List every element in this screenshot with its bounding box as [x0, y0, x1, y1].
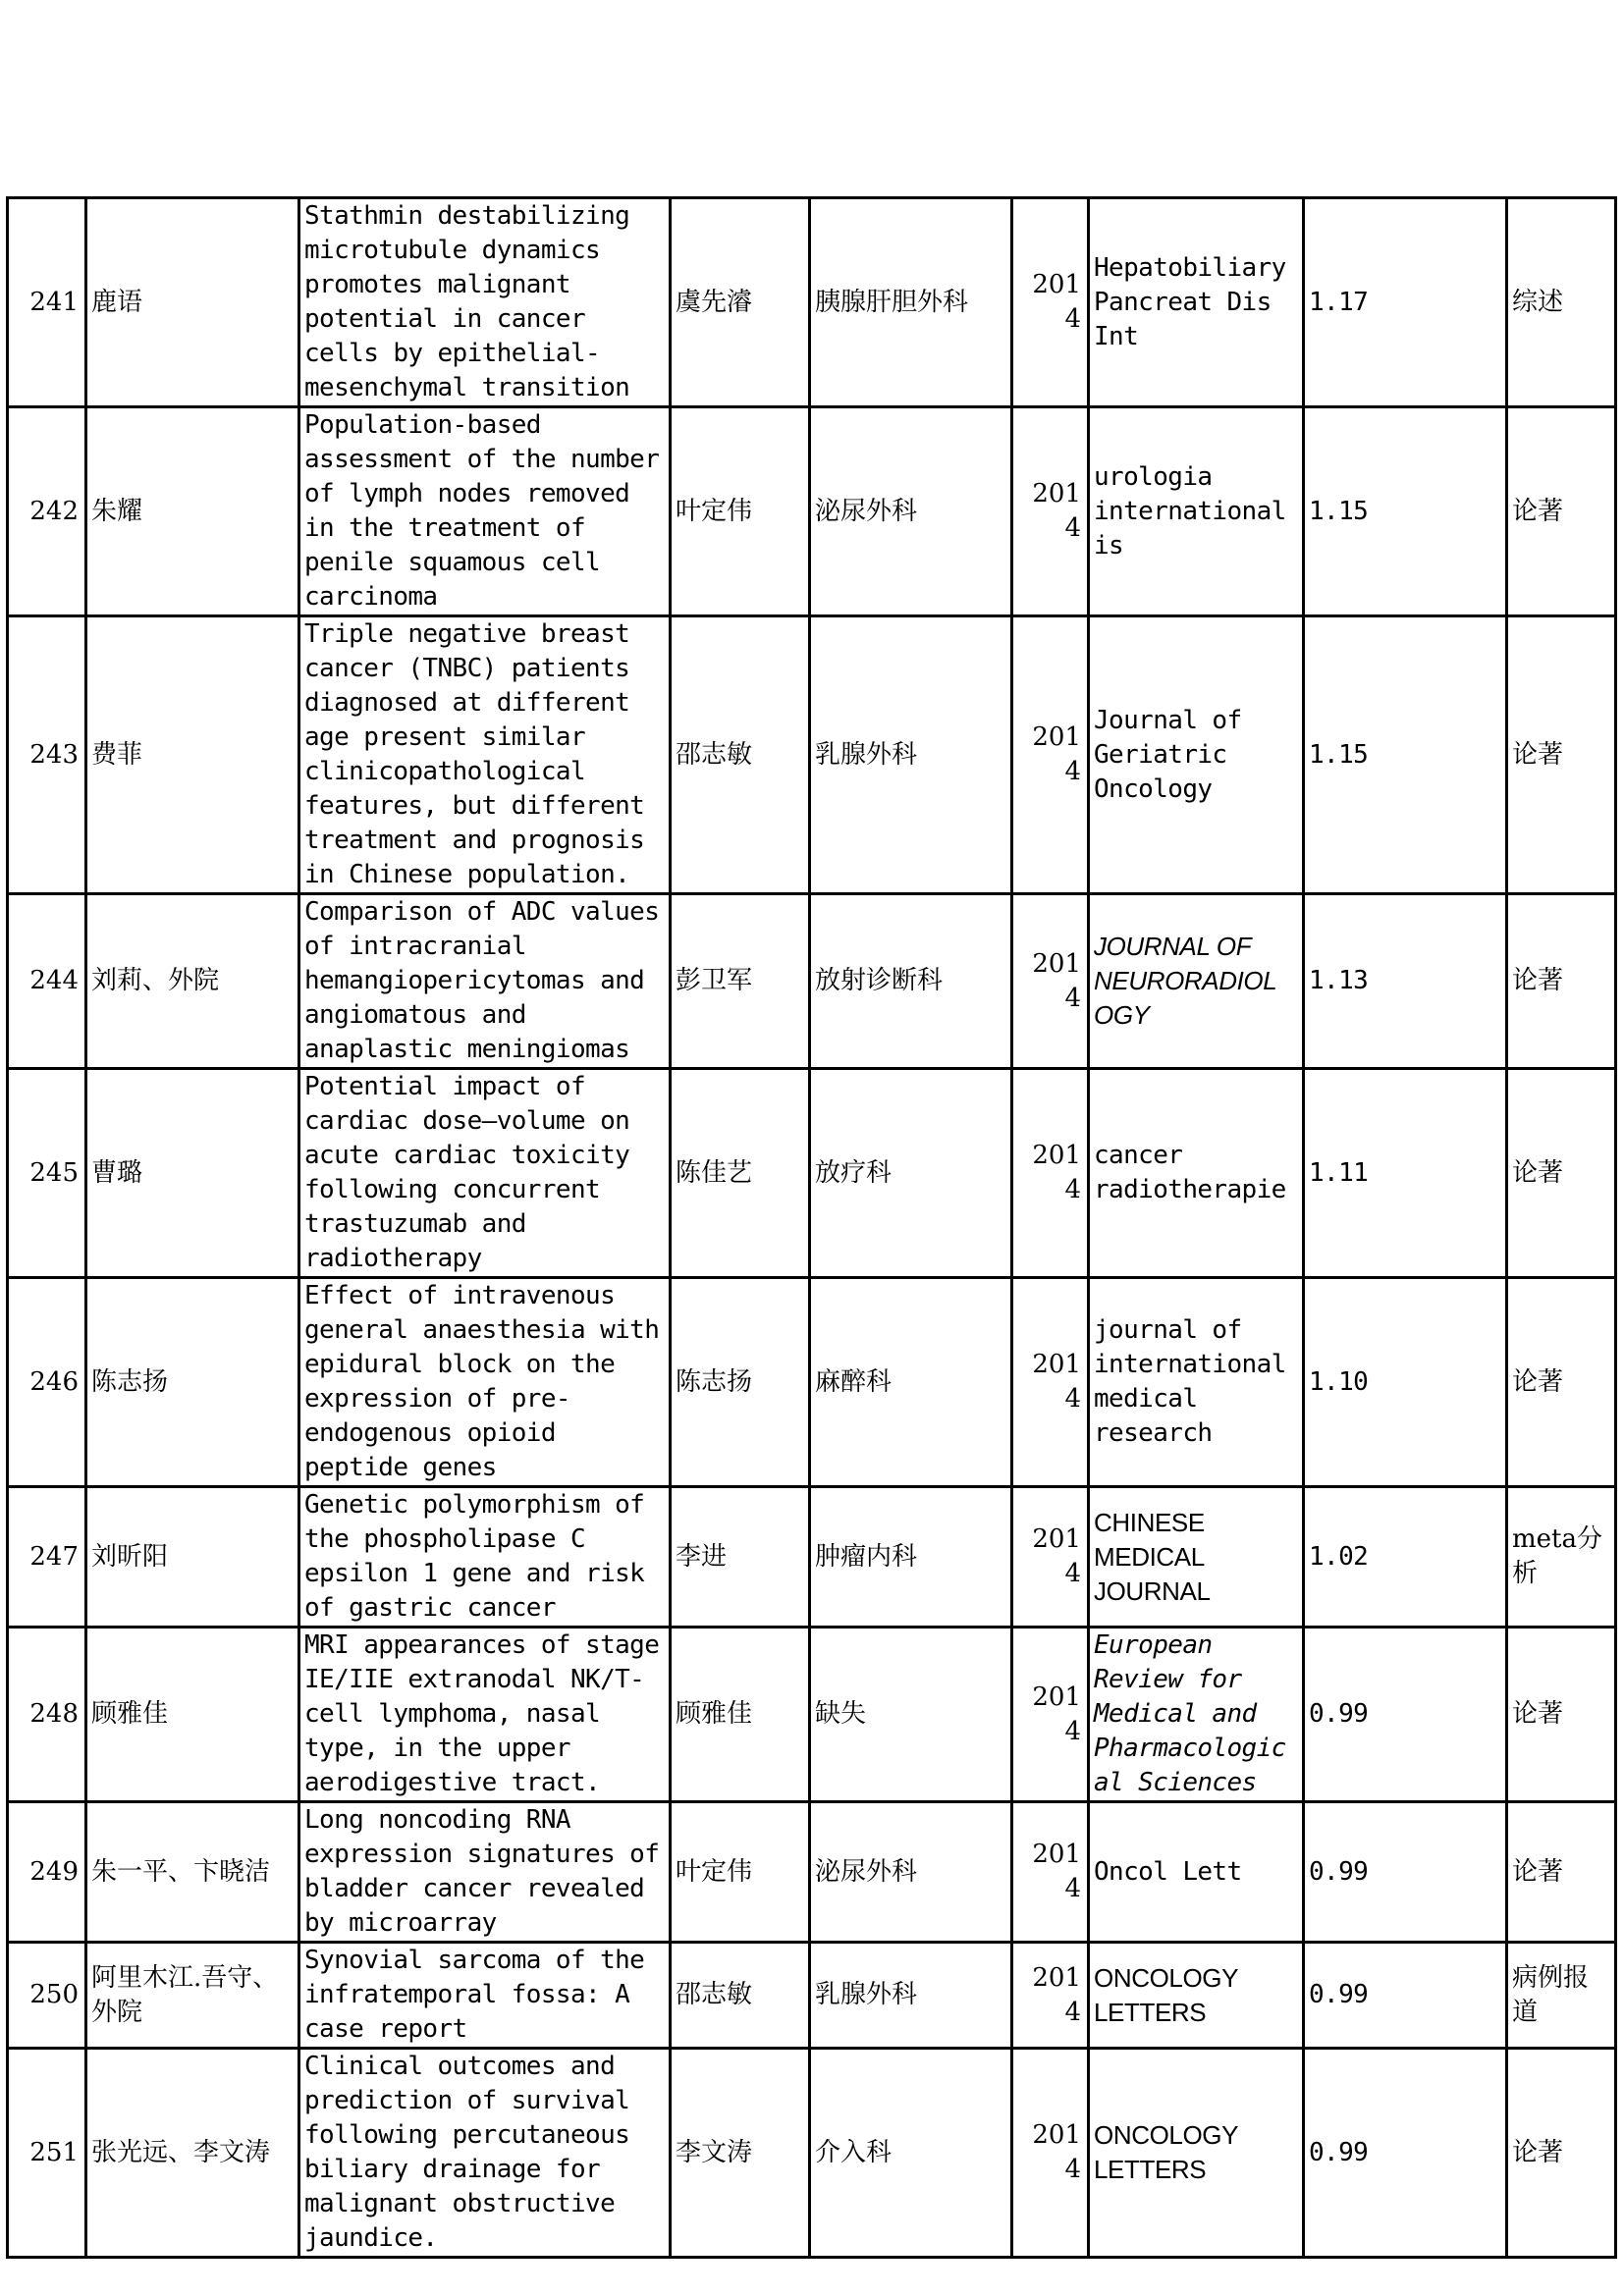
impact-factor-cell: 1.13 — [1304, 894, 1507, 1069]
impact-factor-cell: 0.99 — [1304, 1943, 1507, 2049]
article-type-cell: 病例报道 — [1507, 1943, 1616, 2049]
corresponding-author-cell: 陈佳艺 — [671, 1069, 810, 1278]
author-cell: 鹿语 — [86, 198, 299, 407]
department-cell: 缺失 — [810, 1628, 1012, 1802]
corresponding-author-cell: 邵志敏 — [671, 1943, 810, 2049]
department-cell: 肿瘤内科 — [810, 1487, 1012, 1628]
department-cell: 胰腺肝胆外科 — [810, 198, 1012, 407]
year-cell: 2014 — [1012, 1278, 1089, 1487]
author-cell: 张光远、李文涛 — [86, 2049, 299, 2258]
corresponding-author-cell: 陈志扬 — [671, 1278, 810, 1487]
journal-cell: Hepatobiliary Pancreat Dis Int — [1089, 198, 1304, 407]
corresponding-author-cell: 李进 — [671, 1487, 810, 1628]
row-number: 241 — [8, 198, 86, 407]
year-cell: 2014 — [1012, 198, 1089, 407]
corresponding-author-cell: 顾雅佳 — [671, 1628, 810, 1802]
title-cell: Potential impact of cardiac dose–volume on acute cardiac toxicity following concurrent trastuzumab and radiotherapy — [299, 1069, 671, 1278]
year-cell: 2014 — [1012, 407, 1089, 616]
impact-factor-cell: 1.11 — [1304, 1069, 1507, 1278]
journal-cell: CHINESE MEDICAL JOURNAL — [1089, 1487, 1304, 1628]
article-type-cell: 综述 — [1507, 198, 1616, 407]
year-cell: 2014 — [1012, 1628, 1089, 1802]
journal-cell: ONCOLOGY LETTERS — [1089, 2049, 1304, 2258]
row-number: 250 — [8, 1943, 86, 2049]
article-type-cell: 论著 — [1507, 2049, 1616, 2258]
title-cell: MRI appearances of stage IE/IIE extranodal NK/T-cell lymphoma, nasal type, in the upper aerodigestive tract. — [299, 1628, 671, 1802]
impact-factor-cell: 1.17 — [1304, 198, 1507, 407]
table-row — [8, 198, 1616, 407]
row-number: 251 — [8, 2049, 86, 2258]
title-cell: Stathmin destabilizing microtubule dynamics promotes malignant potential in cancer cells by epithelial-mesenchymal transition — [299, 198, 671, 407]
year-cell: 2014 — [1012, 1487, 1089, 1628]
corresponding-author-cell: 虞先濬 — [671, 198, 810, 407]
journal-cell: urologia internationalis — [1089, 407, 1304, 616]
row-number: 243 — [8, 616, 86, 894]
impact-factor-cell: 1.02 — [1304, 1487, 1507, 1628]
table-row — [8, 1943, 1616, 2049]
article-type-cell: meta分析 — [1507, 1487, 1616, 1628]
row-number: 246 — [8, 1278, 86, 1487]
impact-factor-cell: 0.99 — [1304, 1802, 1507, 1943]
table-row — [8, 616, 1616, 894]
department-cell: 乳腺外科 — [810, 616, 1012, 894]
journal-cell: journal of international medical research — [1089, 1278, 1304, 1487]
author-cell: 刘莉、外院 — [86, 894, 299, 1069]
corresponding-author-cell: 叶定伟 — [671, 407, 810, 616]
department-cell: 麻醉科 — [810, 1278, 1012, 1487]
author-cell: 朱一平、卞晓洁 — [86, 1802, 299, 1943]
year-cell: 2014 — [1012, 894, 1089, 1069]
title-cell: Comparison of ADC values of intracranial hemangiopericytomas and angiomatous and anaplastic meningiomas — [299, 894, 671, 1069]
title-cell: Triple negative breast cancer (TNBC) patients diagnosed at different age present similar clinicopathological features, but different treatment and prognosis in Chinese population. — [299, 616, 671, 894]
author-cell: 朱耀 — [86, 407, 299, 616]
article-type-cell: 论著 — [1507, 1628, 1616, 1802]
row-number: 242 — [8, 407, 86, 616]
author-cell: 顾雅佳 — [86, 1628, 299, 1802]
table-row — [8, 1278, 1616, 1487]
department-cell: 放疗科 — [810, 1069, 1012, 1278]
table-row — [8, 1069, 1616, 1278]
journal-cell: European Review for Medical and Pharmacological Sciences — [1089, 1628, 1304, 1802]
title-cell: Clinical outcomes and prediction of survival following percutaneous biliary drainage for malignant obstructive jaundice. — [299, 2049, 671, 2258]
article-type-cell: 论著 — [1507, 407, 1616, 616]
impact-factor-cell: 1.15 — [1304, 407, 1507, 616]
title-cell: Population-based assessment of the number of lymph nodes removed in the treatment of penile squamous cell carcinoma — [299, 407, 671, 616]
department-cell: 泌尿外科 — [810, 1802, 1012, 1943]
journal-cell: Oncol Lett — [1089, 1802, 1304, 1943]
department-cell: 泌尿外科 — [810, 407, 1012, 616]
department-cell: 放射诊断科 — [810, 894, 1012, 1069]
department-cell: 介入科 — [810, 2049, 1012, 2258]
article-type-cell: 论著 — [1507, 1069, 1616, 1278]
journal-cell: ONCOLOGY LETTERS — [1089, 1943, 1304, 2049]
article-type-cell: 论著 — [1507, 1278, 1616, 1487]
table-row — [8, 894, 1616, 1069]
title-cell: Long noncoding RNA expression signatures of bladder cancer revealed by microarray — [299, 1802, 671, 1943]
author-cell: 曹璐 — [86, 1069, 299, 1278]
title-cell: Genetic polymorphism of the phospholipase C epsilon 1 gene and risk of gastric cancer — [299, 1487, 671, 1628]
row-number: 247 — [8, 1487, 86, 1628]
corresponding-author-cell: 李文涛 — [671, 2049, 810, 2258]
year-cell: 2014 — [1012, 616, 1089, 894]
table-row — [8, 1802, 1616, 1943]
article-type-cell: 论著 — [1507, 1802, 1616, 1943]
table-row — [8, 407, 1616, 616]
article-type-cell: 论著 — [1507, 616, 1616, 894]
publication-table — [6, 196, 1617, 2259]
article-type-cell: 论著 — [1507, 894, 1616, 1069]
author-cell: 阿里木江.吾守、外院 — [86, 1943, 299, 2049]
row-number: 245 — [8, 1069, 86, 1278]
corresponding-author-cell: 叶定伟 — [671, 1802, 810, 1943]
year-cell: 2014 — [1012, 1069, 1089, 1278]
impact-factor-cell: 1.15 — [1304, 616, 1507, 894]
author-cell: 刘昕阳 — [86, 1487, 299, 1628]
corresponding-author-cell: 邵志敏 — [671, 616, 810, 894]
author-cell: 费菲 — [86, 616, 299, 894]
journal-cell: Journal of Geriatric Oncology — [1089, 616, 1304, 894]
corresponding-author-cell: 彭卫军 — [671, 894, 810, 1069]
table-row — [8, 1487, 1616, 1628]
year-cell: 2014 — [1012, 1943, 1089, 2049]
department-cell: 乳腺外科 — [810, 1943, 1012, 2049]
row-number: 244 — [8, 894, 86, 1069]
journal-cell: cancer radiotherapie — [1089, 1069, 1304, 1278]
journal-cell: JOURNAL OF NEURORADIOLOGY — [1089, 894, 1304, 1069]
row-number: 248 — [8, 1628, 86, 1802]
row-number: 249 — [8, 1802, 86, 1943]
year-cell: 2014 — [1012, 2049, 1089, 2258]
title-cell: Synovial sarcoma of the infratemporal fossa: A case report — [299, 1943, 671, 2049]
impact-factor-cell: 0.99 — [1304, 2049, 1507, 2258]
table-row — [8, 2049, 1616, 2258]
table-row — [8, 1628, 1616, 1802]
impact-factor-cell: 0.99 — [1304, 1628, 1507, 1802]
author-cell: 陈志扬 — [86, 1278, 299, 1487]
year-cell: 2014 — [1012, 1802, 1089, 1943]
title-cell: Effect of intravenous general anaesthesia with epidural block on the expression of pre-endogenous opioid peptide genes — [299, 1278, 671, 1487]
impact-factor-cell: 1.10 — [1304, 1278, 1507, 1487]
